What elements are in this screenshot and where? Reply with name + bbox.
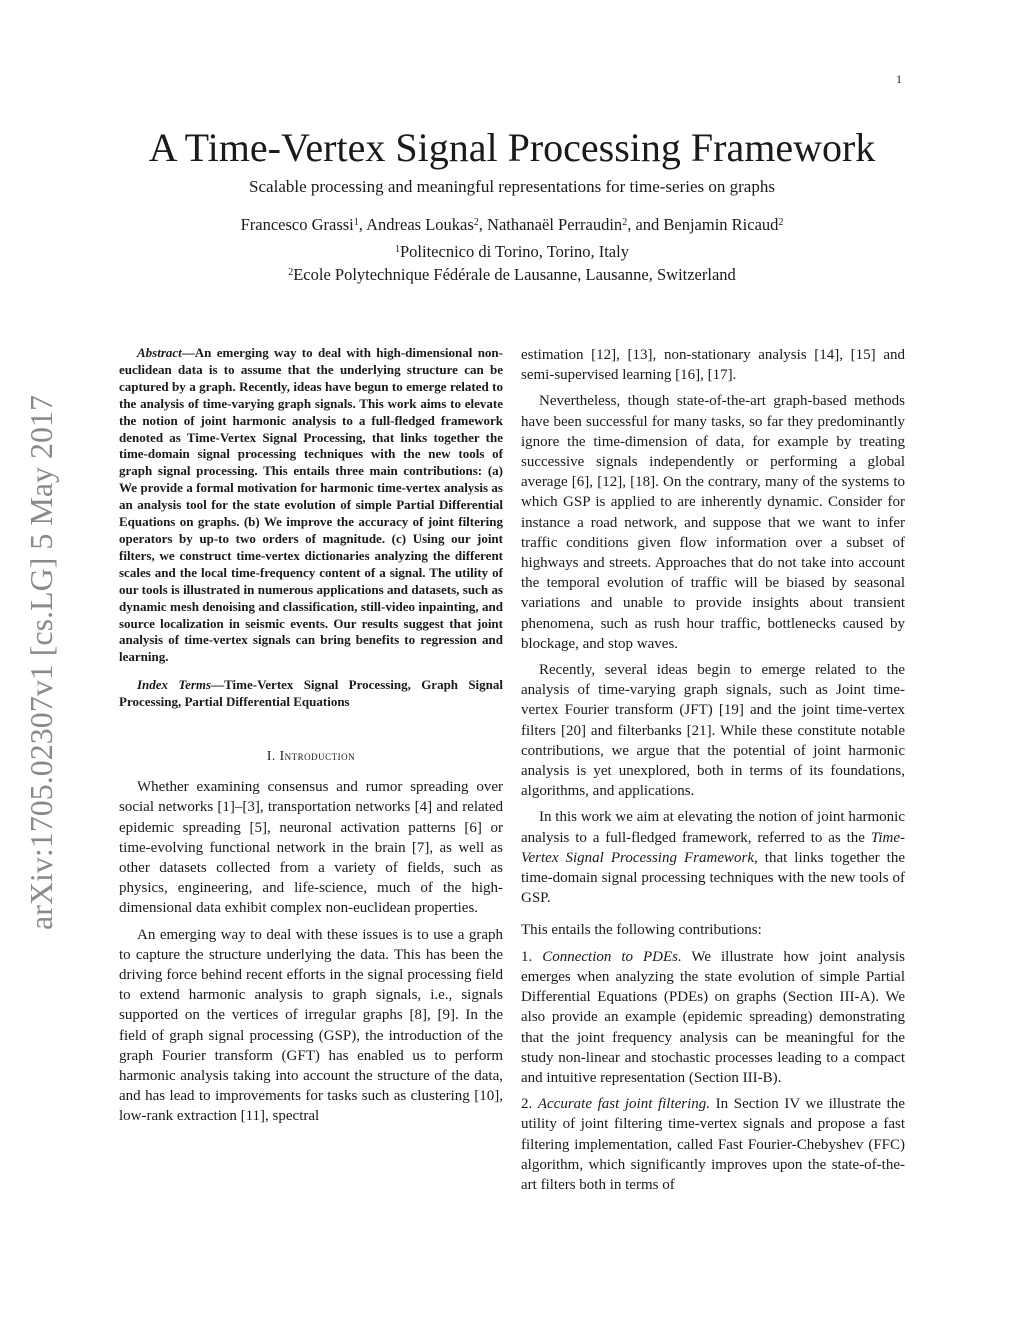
author-separator: ,	[358, 215, 367, 234]
text-run: , that links together the time-domain signal processing techniques with the new tools of GSP.	[521, 849, 906, 907]
right-paragraph-nevertheless: Nevertheless, though state-of-the-art graph-based methods have been successful for many tasks, so far they predominantly ignore the time-dimension of data, for example by treating successive signals independently or performing a global average [6], [12], [18]. On the contrary, many of the systems to which GSP is applied to are inherently dynamic. Consider for instance a road network, and suppose that we want to infer traffic conditions given flow information over a subset of highways and streets. Approaches that do not take into account the temporal evolution of traffic will be biased by seasonal variations and unable to provide insights about transient phenomena, such as rush hour traffic, bottlenecks caused by blockage, and stop waves.	[521, 393, 905, 652]
section-heading-introduction	[119, 747, 503, 765]
left-column	[119, 345, 503, 1133]
affiliation-mark: 1	[395, 244, 400, 255]
contribution-number: 1.	[521, 948, 543, 965]
contribution-text: In Section IV we illustrate the utility of joint filtering time-vertex signals and propose a fast filtering implementation, called Fast Fourier-Chebyshev (FFC) algorithm, which significantly improves upon the state-of-the-art filters both in terms of	[521, 1096, 905, 1193]
index-terms-label: Index Terms	[137, 677, 212, 693]
page-number: 1	[896, 72, 902, 86]
author-name: Benjamin Ricaud	[663, 215, 779, 234]
arxiv-identifier-stamp: arXiv:1705.02307v1 [cs.LG] 5 May 2017	[23, 394, 59, 930]
paper-subtitle: Scalable processing and meaningful representations for time-series on graphs	[249, 177, 775, 196]
author-affiliation-mark: 2	[473, 217, 479, 228]
contribution-2	[521, 1094, 905, 1195]
author-separator: , and	[627, 215, 664, 234]
abstract	[119, 345, 503, 666]
intro-paragraph-2: An emerging way to deal with these issues is to use a graph to capture the structure underlying the data. This has been the driving force behind recent efforts in the signal processing field to extend harmonic analysis to graph signals, i.e., signals supported on the vertices of irregular graphs [8], [9]. In the field of graph signal processing (GSP), the introduction of the graph Fourier transform (GFT) has enabled us to perform harmonic analysis taking into account the structure of the data, and has lead to improvements for tasks such as clustering [10], low-rank extraction [11], spectral	[119, 926, 503, 1125]
section-title: Introduction	[279, 748, 356, 764]
contributions-intro: This entails the following contributions:	[521, 922, 762, 939]
abstract-text: —An emerging way to deal with high-dimensional non-euclidean data is to assume that the underlying structure can be captured by a graph. Recently, ideas have begun to emerge related to the analysis of time-varying graph signals. This work aims to elevate the notion of joint harmonic analysis to a full-fledged framework denoted as Time-Vertex Signal Processing, that links together the time-domain signal processing techniques with the new tools of graph signal processing. This entails three main contributions: (a) We provide a formal motivation for harmonic time-vertex analysis as an analysis tool for the state evolution of simple Partial Differential Equations on graphs. (b) We improve the accuracy of joint filtering operators by up-to two orders of magnitude. (c) Using our joint filters, we construct time-vertex dictionaries analyzing the different scales and the local time-frequency content of a signal. The utility of our tools is illustrated in numerous applications and datasets, such as dynamic mesh denoising and classification, still-video inpainting, and source localization in seismic events. Our results suggest that joint analysis of time-vertex signals can bring benefits to regression and learning.	[119, 345, 503, 665]
affiliation-text: Ecole Polytechnique Fédérale de Lausanne, Lausanne, Switzerland	[293, 265, 736, 284]
intro-paragraph-1: Whether examining consensus and rumor spreading over social networks [1]–[3], transportation networks [4] and related epidemic spreading [5], neuronal activation patterns [6] or time-evolving functional network in the brain [7], as well as other datasets collected from a variety of fields, such as physics, engineering, and life-science, much of the high-dimensional data exhibit complex non-euclidean properties.	[119, 779, 503, 917]
right-paragraph-this-work	[521, 807, 905, 908]
author-name: Francesco Grassi	[240, 215, 354, 234]
contribution-title: Connection to PDEs.	[542, 948, 682, 965]
index-terms	[119, 676, 503, 710]
affiliation-mark: 2	[288, 267, 294, 278]
contribution-number: 2.	[521, 1096, 538, 1113]
paper-title: A Time-Vertex Signal Processing Framework	[148, 125, 876, 170]
author-affiliation-mark: 2	[778, 217, 784, 228]
abstract-label: Abstract	[137, 345, 182, 360]
affiliation-text: Politecnico di Torino, Torino, Italy	[400, 242, 629, 261]
section-number: I.	[266, 748, 280, 764]
framework-name-emphasis: Time-Vertex Signal Processing Framework	[521, 829, 905, 866]
contribution-title: Accurate fast joint filtering.	[537, 1096, 711, 1113]
text-run: In this work we aim at elevating the notion of joint harmonic analysis to a full-fledged framework, referred to as the	[521, 809, 905, 846]
author-affiliation-mark: 1	[353, 217, 359, 228]
author-affiliation-mark: 2	[622, 217, 628, 228]
author-name: Andreas Loukas	[366, 215, 474, 234]
author-list	[0, 213, 1024, 237]
affiliation-1	[0, 240, 1024, 264]
author-name: Nathanaël Perraudin	[487, 215, 623, 234]
index-terms-text: —Time-Vertex Signal Processing, Graph Signal Processing, Partial Differential Equations	[119, 677, 504, 710]
contribution-text: We illustrate how joint analysis emerges when analyzing the state evolution of simple Partial Differential Equations (PDEs) on graphs (Section III-A). We also provide an example (epidemic spreading) demonstrating that the joint frequency analysis can be meaningful for the study non-linear and stochastic processes leading to a compact and intuitive representation (Section III-B).	[521, 948, 906, 1086]
right-paragraph-recently: Recently, several ideas begin to emerge related to the analysis of time-varying graph signals, such as Joint time-vertex Fourier transform (JFT) [19] and the joint time-vertex filters [20] and filterbanks [21]. While these constitute notable contributions, we argue that the potential of joint harmonic analysis is yet unexplored, both in terms of its foundations, algorithms, and applications.	[521, 662, 905, 800]
right-column	[521, 345, 905, 1201]
affiliation-2	[0, 263, 1024, 287]
right-paragraph-continuation: estimation [12], [13], non-stationary analysis [14], [15] and semi-supervised learning [16], [17].	[521, 347, 905, 384]
contribution-1	[521, 947, 905, 1088]
author-separator: ,	[478, 215, 488, 234]
